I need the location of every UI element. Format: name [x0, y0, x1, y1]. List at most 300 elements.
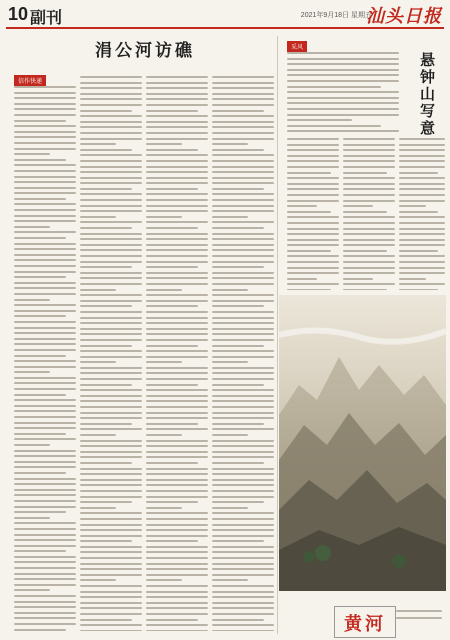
text-line	[146, 596, 208, 598]
text-line	[212, 294, 274, 296]
text-line	[212, 283, 274, 285]
text-line	[80, 356, 142, 358]
text-line	[80, 104, 142, 106]
main-text-column	[212, 76, 274, 631]
text-line	[14, 248, 76, 250]
text-line	[212, 339, 274, 341]
text-line	[14, 220, 76, 222]
text-line	[80, 367, 142, 369]
text-line	[14, 567, 76, 569]
text-line	[80, 400, 142, 402]
text-line	[212, 121, 274, 123]
text-line	[212, 596, 274, 598]
text-line	[80, 473, 142, 475]
text-line	[212, 428, 274, 430]
text-line	[14, 511, 66, 513]
text-line	[14, 271, 76, 273]
text-line	[80, 272, 142, 274]
text-line	[399, 144, 445, 146]
page-header	[6, 4, 444, 26]
text-line	[212, 277, 274, 279]
text-line	[14, 388, 76, 390]
text-line	[287, 177, 339, 179]
text-line	[287, 58, 399, 60]
text-line	[14, 276, 66, 278]
text-line	[146, 479, 208, 481]
text-line	[287, 144, 339, 146]
text-line	[80, 389, 142, 391]
text-line	[80, 182, 142, 184]
text-line	[146, 199, 208, 201]
text-line	[146, 468, 208, 470]
text-line	[343, 283, 395, 285]
text-line	[287, 80, 399, 82]
text-line	[212, 574, 274, 576]
text-line	[212, 507, 248, 509]
text-line	[146, 143, 182, 145]
text-line	[14, 601, 76, 603]
text-line	[212, 456, 274, 458]
text-line	[14, 321, 76, 323]
text-line	[343, 216, 395, 218]
text-line	[80, 551, 142, 553]
text-line	[80, 261, 142, 263]
text-line	[146, 434, 182, 436]
text-line	[80, 249, 142, 251]
text-line	[287, 69, 399, 71]
text-line	[80, 322, 142, 324]
text-line	[80, 496, 142, 498]
text-line	[212, 115, 274, 117]
text-line	[80, 82, 142, 84]
main-text-column	[146, 76, 208, 631]
text-line	[146, 322, 208, 324]
text-line	[14, 355, 66, 357]
text-line	[212, 126, 274, 128]
text-line	[146, 630, 208, 631]
text-line	[14, 589, 50, 591]
text-line	[14, 595, 76, 597]
text-line	[212, 233, 274, 235]
text-line	[80, 283, 142, 285]
text-line	[14, 522, 76, 524]
text-line	[14, 483, 76, 485]
text-line	[14, 103, 76, 105]
text-line	[212, 440, 274, 442]
text-line	[14, 550, 66, 552]
text-line	[212, 579, 248, 581]
text-line	[146, 171, 208, 173]
text-line	[212, 462, 264, 464]
text-line	[80, 535, 142, 537]
text-line	[287, 102, 399, 104]
text-line	[212, 317, 274, 319]
text-line	[212, 227, 264, 229]
text-line	[80, 507, 116, 509]
text-line	[80, 524, 142, 526]
text-line	[212, 166, 274, 168]
text-line	[399, 278, 426, 280]
text-line	[343, 155, 395, 157]
text-line	[212, 333, 274, 335]
text-line	[80, 289, 116, 291]
text-line	[80, 305, 132, 307]
text-line	[80, 311, 142, 313]
issue-date: 2021年9月18日 星期五	[300, 12, 372, 19]
text-line	[212, 199, 274, 201]
text-line	[80, 193, 142, 195]
footer-info	[396, 610, 448, 624]
text-line	[343, 149, 395, 151]
text-line	[212, 328, 274, 330]
text-line	[14, 617, 76, 619]
text-line	[14, 259, 76, 261]
text-line	[146, 104, 208, 106]
text-line	[212, 378, 274, 380]
text-line	[80, 87, 142, 89]
text-line	[212, 289, 248, 291]
text-line	[146, 266, 198, 268]
text-line	[212, 540, 264, 542]
text-line	[80, 149, 132, 151]
text-line	[146, 244, 208, 246]
text-line	[146, 255, 208, 257]
text-line	[146, 619, 198, 621]
text-line	[212, 591, 274, 593]
text-line	[399, 239, 445, 241]
text-line	[146, 93, 208, 95]
text-line	[212, 535, 274, 537]
text-line	[14, 187, 76, 189]
text-line	[287, 255, 339, 257]
text-line	[146, 406, 208, 408]
text-line	[399, 172, 438, 174]
text-line	[212, 619, 264, 621]
text-line	[212, 221, 274, 223]
text-line	[146, 166, 208, 168]
text-line	[80, 266, 132, 268]
text-line	[212, 551, 274, 553]
text-line	[80, 300, 142, 302]
text-line	[146, 512, 208, 514]
header-rule	[6, 27, 444, 29]
text-line	[14, 382, 76, 384]
text-line	[399, 211, 438, 213]
text-line	[399, 166, 445, 168]
text-line	[287, 172, 331, 174]
text-line	[212, 501, 264, 503]
text-line	[399, 155, 445, 157]
text-line	[343, 261, 395, 263]
text-line	[80, 479, 142, 481]
text-line	[287, 289, 331, 290]
text-line	[343, 233, 395, 235]
text-line	[212, 624, 274, 626]
text-line	[146, 445, 208, 447]
text-line	[212, 205, 274, 207]
text-line	[212, 255, 274, 257]
text-line	[287, 183, 339, 185]
text-line	[146, 423, 198, 425]
text-line	[80, 490, 142, 492]
text-line	[343, 250, 387, 252]
text-line	[399, 250, 438, 252]
text-line	[212, 361, 248, 363]
text-line	[287, 97, 399, 99]
text-line	[146, 574, 208, 576]
text-line	[146, 490, 208, 492]
text-line	[80, 216, 116, 218]
text-line	[399, 289, 438, 290]
text-line	[14, 360, 76, 362]
text-line	[343, 289, 387, 290]
text-line	[287, 114, 399, 116]
text-line	[212, 524, 274, 526]
text-line	[212, 529, 274, 531]
text-line	[146, 317, 208, 319]
text-line	[146, 524, 208, 526]
text-line	[14, 427, 76, 429]
text-line	[14, 142, 76, 144]
text-line	[287, 130, 399, 132]
text-line	[80, 333, 142, 335]
text-line	[14, 478, 76, 480]
text-line	[212, 188, 264, 190]
text-line	[212, 568, 274, 570]
text-line	[287, 272, 339, 274]
text-line	[14, 304, 76, 306]
text-line	[212, 473, 274, 475]
text-line	[80, 563, 142, 565]
text-line	[80, 221, 142, 223]
text-line	[80, 115, 142, 117]
text-line	[80, 456, 142, 458]
text-line	[14, 282, 76, 284]
text-line	[80, 440, 142, 442]
text-line	[14, 86, 76, 88]
text-line	[14, 466, 76, 468]
text-line	[146, 535, 208, 537]
footer-title: 黄河	[344, 614, 386, 635]
text-line	[287, 63, 399, 65]
text-line	[146, 221, 208, 223]
text-line	[212, 322, 274, 324]
side-text-column	[287, 52, 399, 132]
text-line	[287, 278, 317, 280]
text-line	[146, 233, 208, 235]
text-line	[146, 238, 208, 240]
text-line	[80, 350, 142, 352]
text-line	[14, 287, 76, 289]
text-line	[80, 529, 142, 531]
text-line	[14, 371, 50, 373]
text-line	[287, 74, 399, 76]
text-line	[146, 216, 182, 218]
text-line	[146, 333, 208, 335]
text-line	[212, 149, 264, 151]
text-line	[80, 585, 142, 587]
text-line	[80, 630, 142, 631]
text-line	[212, 602, 274, 604]
text-line	[80, 121, 142, 123]
text-line	[146, 367, 208, 369]
text-line	[212, 193, 274, 195]
text-line	[80, 238, 142, 240]
text-line	[80, 596, 142, 598]
text-line	[14, 534, 76, 536]
text-line	[146, 607, 208, 609]
text-line	[146, 328, 208, 330]
text-line	[146, 568, 208, 570]
text-line	[146, 193, 208, 195]
text-line	[14, 164, 76, 166]
text-line	[399, 205, 426, 207]
text-line	[80, 143, 116, 145]
text-line	[212, 451, 274, 453]
text-line	[80, 384, 132, 386]
text-line	[14, 176, 76, 178]
text-line	[212, 484, 274, 486]
text-line	[212, 132, 274, 134]
column-divider	[277, 36, 278, 634]
main-text-column	[80, 76, 142, 631]
text-line	[80, 255, 142, 257]
text-line	[146, 384, 198, 386]
text-line	[146, 188, 198, 190]
text-line	[14, 438, 76, 440]
text-line	[14, 545, 76, 547]
text-line	[399, 244, 445, 246]
text-line	[146, 372, 208, 374]
text-line	[212, 154, 274, 156]
text-line	[14, 584, 76, 586]
side-headline: 悬钟山写意	[418, 52, 436, 137]
text-line	[146, 440, 208, 442]
side-text-column	[287, 138, 339, 290]
text-line	[80, 607, 142, 609]
text-line	[14, 444, 50, 446]
text-line	[80, 317, 142, 319]
text-line	[14, 489, 76, 491]
text-line	[80, 557, 142, 559]
text-line	[14, 561, 76, 563]
text-line	[146, 563, 208, 565]
text-line	[287, 205, 317, 207]
text-line	[212, 110, 264, 112]
text-line	[287, 244, 339, 246]
text-line	[80, 110, 132, 112]
text-line	[399, 261, 445, 263]
text-line	[343, 188, 395, 190]
text-line	[14, 606, 76, 608]
text-line	[14, 539, 76, 541]
text-line	[14, 148, 76, 150]
text-line	[146, 283, 208, 285]
text-line	[212, 356, 274, 358]
text-line	[212, 93, 274, 95]
mountain-illustration	[279, 295, 446, 591]
section-name: 副刊	[30, 8, 63, 27]
text-line	[146, 389, 208, 391]
side-section-tag: 采风	[287, 41, 307, 52]
text-line	[212, 546, 274, 548]
text-line	[343, 144, 395, 146]
text-line	[287, 166, 339, 168]
text-line	[146, 177, 208, 179]
text-line	[212, 479, 274, 481]
text-line	[287, 155, 339, 157]
text-line	[146, 227, 198, 229]
text-line	[146, 272, 208, 274]
text-line	[80, 154, 142, 156]
text-line	[146, 300, 208, 302]
text-line	[343, 222, 395, 224]
text-line	[80, 328, 142, 330]
text-line	[287, 211, 331, 213]
text-line	[14, 125, 76, 127]
text-line	[14, 332, 76, 334]
text-line	[14, 226, 50, 228]
text-line	[146, 82, 208, 84]
side-text-column	[343, 138, 395, 290]
text-line	[212, 372, 274, 374]
text-line	[399, 200, 445, 202]
text-line	[146, 462, 198, 464]
text-line	[287, 194, 339, 196]
text-line	[80, 451, 142, 453]
text-line	[146, 546, 208, 548]
text-line	[14, 265, 76, 267]
text-line	[212, 143, 248, 145]
text-line	[80, 613, 142, 615]
text-line	[146, 121, 208, 123]
main-text-column	[14, 86, 76, 631]
text-line	[343, 267, 395, 269]
text-line	[287, 239, 339, 241]
text-line	[212, 138, 274, 140]
text-line	[146, 417, 208, 419]
image-caption	[279, 593, 446, 603]
text-line	[146, 115, 208, 117]
text-line	[212, 171, 274, 173]
text-line	[343, 205, 373, 207]
page-number: 10	[8, 4, 29, 24]
text-line	[343, 228, 395, 230]
text-line	[146, 138, 208, 140]
text-line	[14, 377, 76, 379]
text-line	[399, 138, 445, 140]
main-section-tag: 信作快递	[14, 75, 46, 86]
text-line	[14, 472, 66, 474]
text-line	[146, 182, 208, 184]
text-line	[212, 395, 274, 397]
text-line	[146, 311, 208, 313]
text-line	[80, 160, 142, 162]
text-line	[212, 607, 274, 609]
text-line	[14, 366, 76, 368]
text-line	[212, 613, 274, 615]
text-line	[80, 76, 142, 78]
text-line	[80, 138, 142, 140]
text-line	[146, 339, 208, 341]
text-line	[146, 98, 208, 100]
text-line	[212, 76, 274, 78]
text-line	[343, 177, 395, 179]
text-line	[80, 591, 142, 593]
text-line	[212, 490, 274, 492]
text-line	[14, 310, 76, 312]
main-headline: 涓公河访礁	[95, 41, 195, 61]
